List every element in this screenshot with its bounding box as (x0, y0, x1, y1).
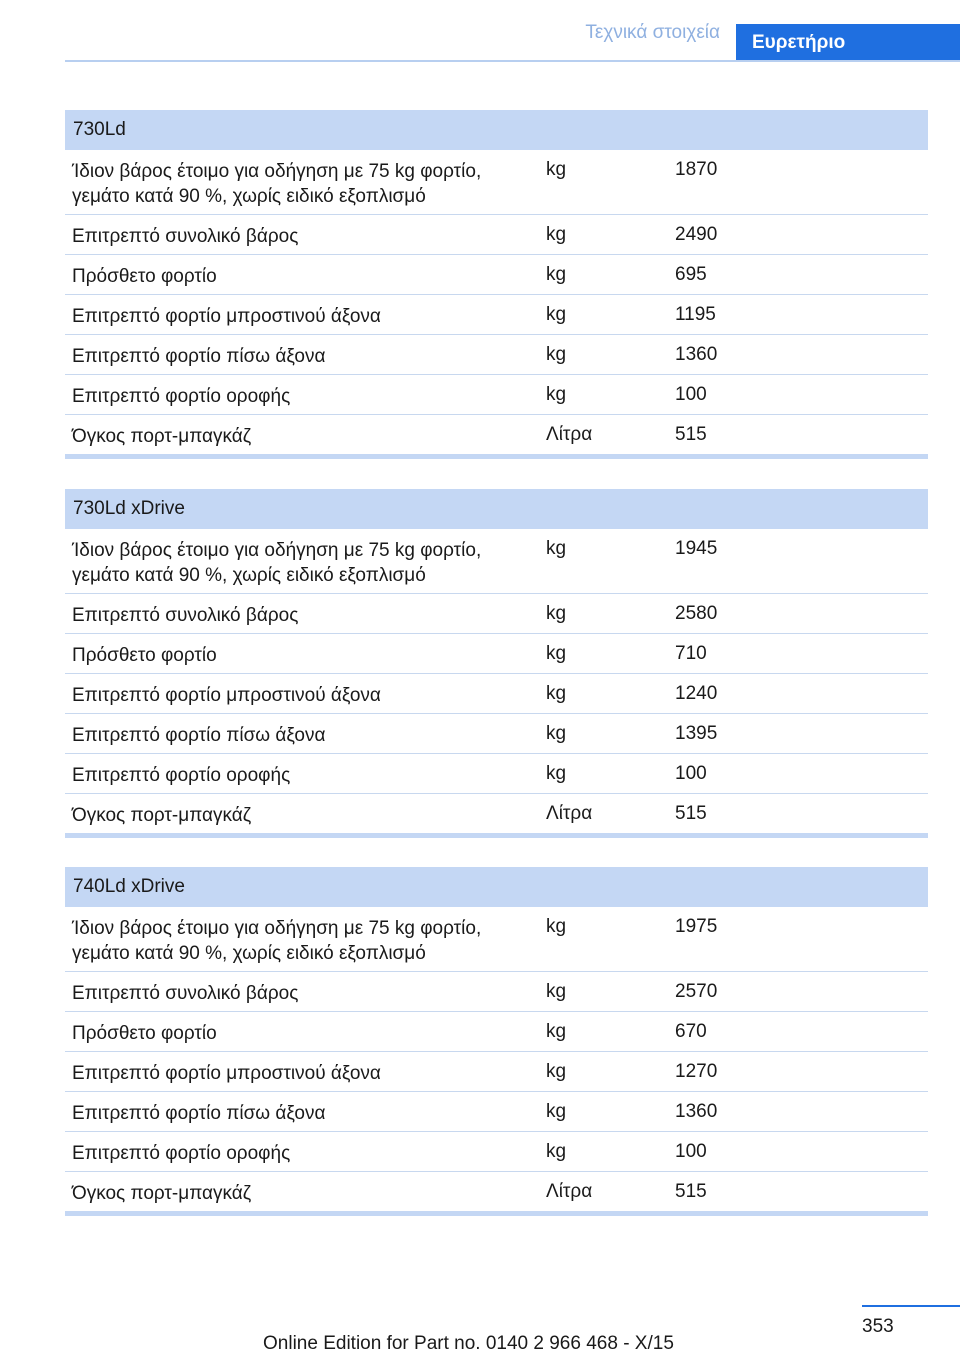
spec-unit: kg (546, 916, 567, 937)
table-row (65, 150, 928, 215)
spec-table-title: 740Ld xDrive (65, 867, 928, 907)
spec-value: 670 (675, 1021, 707, 1042)
edition-note: Online Edition for Part no. 0140 2 966 468 - X/15 (263, 1333, 674, 1354)
spec-unit: kg (546, 159, 567, 180)
table-row (65, 1172, 928, 1216)
spec-label: Επιτρεπτό φορτίο μπροστινού άξονα (72, 1063, 381, 1084)
spec-value: 515 (675, 803, 707, 824)
spec-value: 1945 (675, 538, 718, 559)
spec-table (65, 867, 928, 1216)
spec-value: 1240 (675, 683, 718, 704)
page-number: 353 (862, 1316, 894, 1337)
spec-value: 1195 (675, 304, 716, 325)
spec-label: Επιτρεπτό φορτίο οροφής (72, 765, 291, 786)
spec-label: Επιτρεπτό φορτίο πίσω άξονα (72, 1103, 326, 1124)
spec-label: Επιτρεπτό συνολικό βάρος (72, 605, 299, 626)
table-row (65, 255, 928, 295)
spec-value: 1360 (675, 344, 718, 365)
spec-unit: kg (546, 538, 567, 559)
spec-value: 100 (675, 1141, 707, 1162)
spec-unit: kg (546, 264, 567, 285)
spec-unit: kg (546, 981, 567, 1002)
table-row (65, 594, 928, 634)
spec-value: 1870 (675, 159, 718, 180)
spec-label: Επιτρεπτό συνολικό βάρος (72, 983, 299, 1004)
spec-value: 1975 (675, 916, 718, 937)
spec-value: 1360 (675, 1101, 718, 1122)
spec-unit: kg (546, 1141, 567, 1162)
spec-table (65, 489, 928, 838)
header-divider (65, 60, 960, 62)
table-row (65, 295, 928, 335)
spec-label: Επιτρεπτό φορτίο μπροστινού άξονα (72, 306, 381, 327)
spec-value: 2490 (675, 224, 718, 245)
table-row (65, 529, 928, 594)
table-row (65, 972, 928, 1012)
table-row (65, 415, 928, 459)
spec-label: Επιτρεπτό φορτίο οροφής (72, 1143, 291, 1164)
spec-unit: kg (546, 304, 567, 325)
spec-unit: kg (546, 603, 567, 624)
spec-unit: kg (546, 1061, 567, 1082)
spec-table-title: 730Ld xDrive (65, 489, 928, 529)
spec-unit: Λίτρα (546, 424, 593, 445)
header-tab-technical-data[interactable]: Τεχνικά στοιχεία (585, 22, 720, 43)
spec-value: 710 (675, 643, 707, 664)
spec-unit: kg (546, 1101, 567, 1122)
spec-unit: kg (546, 224, 567, 245)
spec-unit: kg (546, 683, 567, 704)
spec-value: 100 (675, 384, 707, 405)
table-row (65, 754, 928, 794)
spec-value: 1270 (675, 1061, 718, 1082)
header-tab-index[interactable]: Ευρετήριο (736, 24, 960, 62)
table-row (65, 794, 928, 838)
table-row (65, 335, 928, 375)
table-row (65, 714, 928, 754)
spec-label: Επιτρεπτό φορτίο πίσω άξονα (72, 346, 326, 367)
spec-value: 695 (675, 264, 707, 285)
spec-value: 1395 (675, 723, 718, 744)
spec-label: Ίδιον βάρος έτοιμο για οδήγηση με 75 kg φορτίο, γεμάτο κατά 90 %, χωρίς ειδικό εξοπλισμό (72, 540, 482, 586)
page-header (0, 0, 960, 62)
spec-value: 100 (675, 763, 707, 784)
spec-unit: kg (546, 723, 567, 744)
spec-unit: Λίτρα (546, 1181, 593, 1202)
spec-unit: kg (546, 384, 567, 405)
spec-value: 515 (675, 1181, 707, 1202)
spec-value: 2570 (675, 981, 718, 1002)
spec-value: 515 (675, 424, 707, 445)
table-row (65, 1092, 928, 1132)
spec-label: Ίδιον βάρος έτοιμο για οδήγηση με 75 kg φορτίο, γεμάτο κατά 90 %, χωρίς ειδικό εξοπλισμό (72, 918, 482, 964)
spec-label: Όγκος πορτ-μπαγκάζ (72, 805, 252, 826)
spec-label: Όγκος πορτ-μπαγκάζ (72, 426, 252, 447)
spec-unit: Λίτρα (546, 803, 593, 824)
spec-value: 2580 (675, 603, 718, 624)
spec-label: Επιτρεπτό φορτίο οροφής (72, 386, 291, 407)
table-row (65, 1012, 928, 1052)
table-row (65, 375, 928, 415)
spec-table-title: 730Ld (65, 110, 928, 150)
table-row (65, 634, 928, 674)
footer-divider (862, 1305, 960, 1307)
spec-label: Όγκος πορτ-μπαγκάζ (72, 1183, 252, 1204)
table-row (65, 215, 928, 255)
spec-unit: kg (546, 344, 567, 365)
spec-label: Επιτρεπτό φορτίο μπροστινού άξονα (72, 685, 381, 706)
spec-label: Ίδιον βάρος έτοιμο για οδήγηση με 75 kg φορτίο, γεμάτο κατά 90 %, χωρίς ειδικό εξοπλισμό (72, 161, 482, 207)
spec-label: Επιτρεπτό συνολικό βάρος (72, 226, 299, 247)
spec-label: Πρόσθετο φορτίο (72, 266, 217, 287)
spec-unit: kg (546, 1021, 567, 1042)
table-row (65, 674, 928, 714)
spec-unit: kg (546, 763, 567, 784)
spec-unit: kg (546, 643, 567, 664)
table-row (65, 1052, 928, 1092)
spec-label: Επιτρεπτό φορτίο πίσω άξονα (72, 725, 326, 746)
table-row (65, 907, 928, 972)
spec-label: Πρόσθετο φορτίο (72, 1023, 217, 1044)
spec-label: Πρόσθετο φορτίο (72, 645, 217, 666)
spec-table (65, 110, 928, 459)
table-row (65, 1132, 928, 1172)
